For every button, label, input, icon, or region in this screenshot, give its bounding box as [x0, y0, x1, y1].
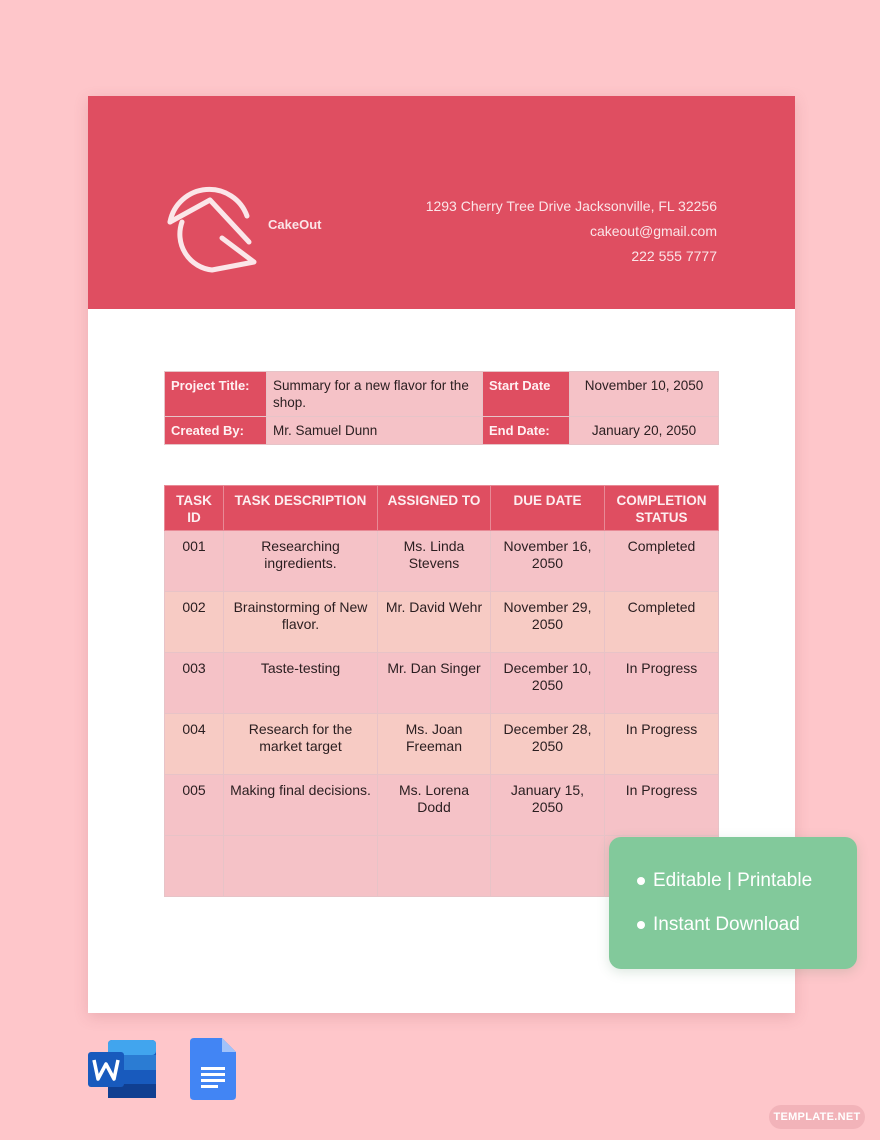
task-id-cell: 005 [165, 775, 224, 836]
header-task-description: TASK DESCRIPTION [224, 486, 378, 531]
bullet-icon [637, 921, 645, 929]
assigned-to-cell: Ms. Linda Stevens [378, 531, 491, 592]
table-row [165, 714, 719, 775]
watermark-badge: TEMPLATE.NET [769, 1105, 865, 1129]
task-id-cell: 003 [165, 653, 224, 714]
task-table [164, 485, 719, 897]
feature-editable [637, 870, 812, 892]
feature-download [637, 914, 800, 936]
due-date-cell: November 29, 2050 [491, 592, 605, 653]
table-row [165, 653, 719, 714]
table-row [165, 775, 719, 836]
assigned-to-cell: Ms. Joan Freeman [378, 714, 491, 775]
due-date-cell: January 15, 2050 [491, 775, 605, 836]
task-id-cell: 002 [165, 592, 224, 653]
brand-name: CakeOut [268, 217, 322, 232]
due-date-cell: December 28, 2050 [491, 714, 605, 775]
microsoft-word-icon[interactable] [88, 1038, 158, 1100]
start-date-value: November 10, 2050 [570, 372, 719, 417]
task-id-cell [165, 836, 224, 897]
features-badge [609, 837, 857, 969]
document-header [88, 96, 795, 309]
task-description-cell [224, 836, 378, 897]
task-description-cell: Researching ingredients. [224, 531, 378, 592]
assigned-to-cell: Mr. Dan Singer [378, 653, 491, 714]
due-date-cell: December 10, 2050 [491, 653, 605, 714]
table-row [165, 531, 719, 592]
task-description-cell: Research for the market target [224, 714, 378, 775]
email-text: cakeout@gmail.com [589, 223, 717, 239]
due-date-cell: November 16, 2050 [491, 531, 605, 592]
status-cell: Completed [605, 531, 719, 592]
header-due-date: DUE DATE [491, 486, 605, 531]
cakeout-logo-icon [162, 178, 258, 276]
header-task-id: TASK ID [165, 486, 224, 531]
bullet-icon [637, 877, 645, 885]
status-cell: In Progress [605, 653, 719, 714]
feature-download-text: Instant Download [653, 914, 800, 935]
assigned-to-cell: Mr. David Wehr [378, 592, 491, 653]
project-info-table [164, 371, 719, 445]
header-assigned-to: ASSIGNED TO [378, 486, 491, 531]
task-id-cell: 004 [165, 714, 224, 775]
task-table-header-row [165, 486, 719, 531]
header-completion-status: COMPLETION STATUS [605, 486, 719, 531]
address-text: 1293 Cherry Tree Drive Jacksonville, FL 32256 [425, 198, 717, 214]
contact-block [426, 194, 717, 269]
feature-editable-text: Editable | Printable [653, 870, 813, 891]
project-title-label: Project Title: [165, 372, 267, 417]
end-date-label: End Date: [483, 417, 570, 445]
end-date-value: January 20, 2050 [570, 417, 719, 445]
start-date-label: Start Date [483, 372, 570, 417]
phone-text: 222 555 7777 [631, 248, 717, 264]
due-date-cell [491, 836, 605, 897]
created-by-value: Mr. Samuel Dunn [267, 417, 483, 445]
assigned-to-cell: Ms. Lorena Dodd [378, 775, 491, 836]
created-by-label: Created By: [165, 417, 267, 445]
status-cell: In Progress [605, 775, 719, 836]
google-docs-icon[interactable] [190, 1038, 236, 1100]
task-id-cell: 001 [165, 531, 224, 592]
project-title-value: Summary for a new flavor for the shop. [267, 372, 483, 417]
assigned-to-cell [378, 836, 491, 897]
task-description-cell: Making final decisions. [224, 775, 378, 836]
status-cell: In Progress [605, 714, 719, 775]
status-cell: Completed [605, 592, 719, 653]
task-description-cell: Taste-testing [224, 653, 378, 714]
task-description-cell: Brainstorming of New flavor. [224, 592, 378, 653]
table-row [165, 592, 719, 653]
